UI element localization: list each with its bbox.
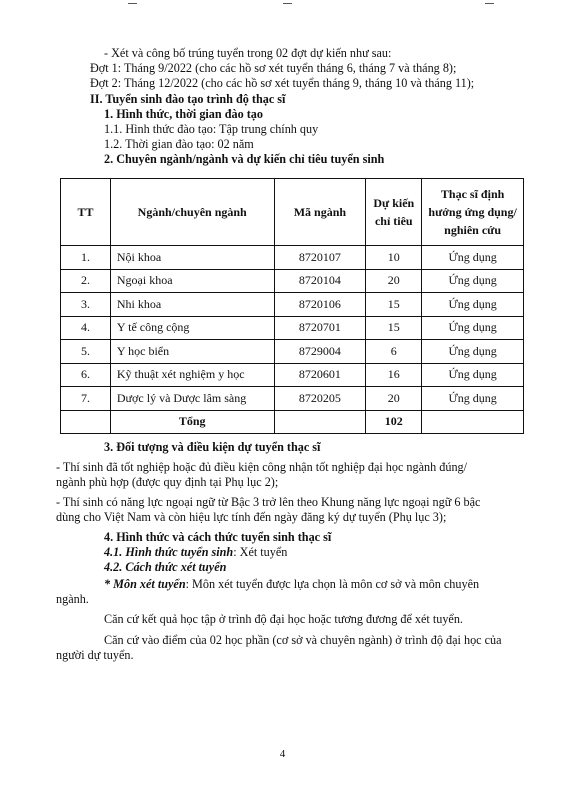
table-cell: 2. — [61, 269, 111, 293]
total-value: 102 — [366, 410, 422, 434]
table-cell: Ứng dụng — [422, 293, 524, 317]
table-cell: Nhi khoa — [110, 293, 274, 317]
body-line: ngành phù hợp (được quy định tại Phụ lục 2); — [56, 475, 279, 489]
table-total-row — [61, 410, 524, 434]
table-cell: Dược lý và Dược lâm sàng — [110, 387, 274, 411]
table-cell: 10 — [366, 246, 422, 270]
section-heading: 3. Đối tượng và điều kiện dự tuyển thạc sĩ — [104, 440, 321, 454]
total-label: Tổng — [110, 410, 274, 434]
table-cell: Ứng dụng — [422, 316, 524, 340]
table-header-row — [61, 179, 524, 246]
table-row — [61, 363, 524, 387]
body-line: 1.1. Hình thức đào tạo: Tập trung chính quy — [104, 122, 319, 136]
section-heading: 4. Hình thức và cách thức tuyển sinh thạc sĩ — [104, 530, 332, 544]
table-cell: 6 — [366, 340, 422, 364]
table-cell: 20 — [366, 387, 422, 411]
body-line: Căn cứ vào điểm của 02 học phần (cơ sở và chuyên ngành) ở trình độ đại học của — [104, 633, 502, 647]
top-edge-marks — [0, 3, 565, 7]
table-cell: 8720205 — [274, 387, 366, 411]
table-cell: Ứng dụng — [422, 269, 524, 293]
table-cell: 15 — [366, 316, 422, 340]
table-cell: 8720106 — [274, 293, 366, 317]
table-row — [61, 340, 524, 364]
body-line: người dự tuyển. — [56, 648, 134, 662]
body-line: dùng cho Việt Nam và còn hiệu lực tính đến ngày đăng ký dự tuyển (Phụ lục 3); — [56, 510, 447, 524]
table-cell: 8720601 — [274, 363, 366, 387]
intro-line: - Xét và công bố trúng tuyển trong 02 đợt dự kiến như sau: — [104, 46, 392, 60]
subsection-heading: 2. Chuyên ngành/ngành và dự kiến chỉ tiêu tuyển sinh — [104, 152, 385, 166]
table-cell: 20 — [366, 269, 422, 293]
table-cell: Kỹ thuật xét nghiệm y học — [110, 363, 274, 387]
mon-label: * Môn xét tuyển — [104, 577, 186, 591]
body-line: - Thí sinh đã tốt nghiệp hoặc đủ điều kiện công nhận tốt nghiệp đại học ngành đúng/ — [56, 460, 468, 474]
table-cell: Y tế công cộng — [110, 316, 274, 340]
table-cell: 1. — [61, 246, 111, 270]
table-cell: Ứng dụng — [422, 340, 524, 364]
table-cell: Ứng dụng — [422, 387, 524, 411]
page-number: 4 — [279, 748, 286, 760]
table-cell: 6. — [61, 363, 111, 387]
mon-xet-tuyen — [104, 577, 479, 592]
table-cell: Ứng dụng — [422, 363, 524, 387]
intro-line: Đợt 2: Tháng 12/2022 (cho các hồ sơ xét tuyển tháng 9, tháng 10 và tháng 11); — [90, 76, 475, 90]
table-cell: Ngoại khoa — [110, 269, 274, 293]
table-cell: Y học biển — [110, 340, 274, 364]
table-header: Dự kiến chỉ tiêu — [366, 179, 422, 246]
body-line: 1.2. Thời gian đào tạo: 02 năm — [104, 137, 254, 151]
table-cell: 8720104 — [274, 269, 366, 293]
body-line: ngành. — [56, 592, 89, 606]
table-row — [61, 316, 524, 340]
subsection-heading: 4.2. Cách thức xét tuyển — [104, 560, 227, 574]
subsection-41 — [104, 545, 287, 560]
table-row — [61, 269, 524, 293]
table-cell: 4. — [61, 316, 111, 340]
table-cell: 8720107 — [274, 246, 366, 270]
table-header: Ngành/chuyên ngành — [110, 179, 274, 246]
subsection-value: : Xét tuyển — [233, 545, 288, 559]
subsection-label: 4.1. Hình thức tuyển sinh — [104, 545, 234, 559]
table-cell: 3. — [61, 293, 111, 317]
table-cell: Nội khoa — [110, 246, 274, 270]
table-header: TT — [61, 179, 111, 246]
body-line: - Thí sinh có năng lực ngoại ngữ từ Bậc 3 trở lên theo Khung năng lực ngoại ngữ 6 bậc — [56, 495, 481, 509]
table-row — [61, 246, 524, 270]
body-line: Căn cứ kết quả học tập ở trình độ đại học hoặc tương đương để xét tuyển. — [104, 612, 463, 626]
table-row — [61, 293, 524, 317]
table-header: Thạc sĩ định hướng ứng dụng/ nghiên cứu — [422, 179, 524, 246]
admission-quota-table — [60, 178, 524, 434]
subsection-heading: 1. Hình thức, thời gian đào tạo — [104, 107, 263, 121]
intro-line: Đợt 1: Tháng 9/2022 (cho các hồ sơ xét tuyển tháng 6, tháng 7 và tháng 8); — [90, 61, 457, 75]
section-heading: II. Tuyển sinh đào tạo trình độ thạc sĩ — [90, 92, 286, 106]
table-cell: 5. — [61, 340, 111, 364]
mon-text: : Môn xét tuyển được lựa chọn là môn cơ sở và môn chuyên — [185, 577, 480, 591]
table-cell: Ứng dụng — [422, 246, 524, 270]
table-row — [61, 387, 524, 411]
table-cell: 16 — [366, 363, 422, 387]
table-cell: 15 — [366, 293, 422, 317]
table-header: Mã ngành — [274, 179, 366, 246]
table-cell: 8729004 — [274, 340, 366, 364]
table-cell: 8720701 — [274, 316, 366, 340]
table-cell: 7. — [61, 387, 111, 411]
